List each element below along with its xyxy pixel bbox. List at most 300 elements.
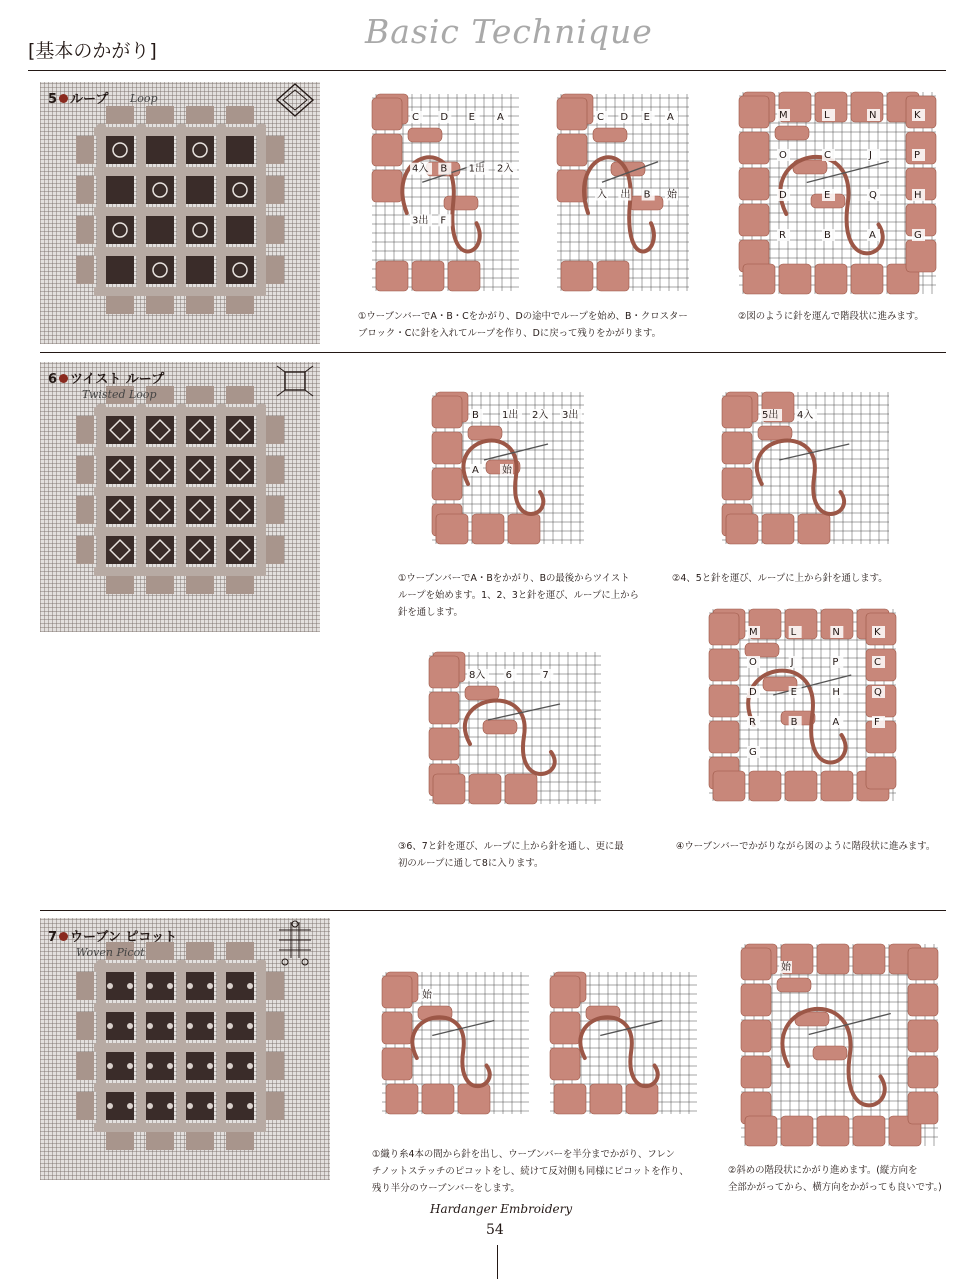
picot [207, 1023, 213, 1029]
section-7-title: 7 ウーブン ピコット [48, 930, 178, 945]
kloster-block [186, 106, 214, 124]
picot [107, 1063, 113, 1069]
kloster-block [106, 296, 134, 314]
diagram-label: N [832, 627, 840, 638]
diagram-label: A [832, 717, 840, 728]
section-6-title: 6 ツイスト ループ [48, 372, 165, 387]
diagram-label: A [497, 112, 504, 123]
kloster-block [76, 456, 94, 484]
picot [207, 1103, 213, 1109]
diagram-label: R [749, 717, 756, 728]
diagram-label: P [832, 657, 839, 668]
kloster-block [186, 386, 214, 404]
diagram-label: C [874, 657, 881, 668]
kloster-block [550, 1012, 580, 1044]
diagram-label: D [779, 190, 787, 201]
woven-bar [593, 128, 627, 142]
diagram-label: 4入 [412, 163, 429, 175]
diagram-label: 始 [781, 962, 791, 973]
kloster-block [508, 514, 540, 544]
twisted-loop-diagram-3 [425, 648, 605, 808]
woven-bar [94, 247, 266, 256]
woven-bar [408, 128, 442, 142]
diagram-label: Q [874, 687, 882, 698]
diagram-label: L [824, 110, 830, 121]
diagram-label: D [620, 112, 629, 123]
picot [127, 1103, 133, 1109]
kloster-block [266, 416, 284, 444]
kloster-block [472, 514, 504, 544]
diagram-label: 6 [505, 670, 513, 681]
kloster-block [906, 240, 936, 272]
kloster-block [739, 96, 769, 128]
kloster-block [908, 984, 938, 1016]
diagram-label: R [779, 230, 786, 241]
diagram-label: H [914, 190, 922, 201]
kloster-block [432, 468, 462, 500]
kloster-block [186, 576, 214, 594]
woven-bar [94, 1043, 266, 1052]
section-6-caption-3: ③6、7と針を運び、ループに上から針を通し、更に最 初のループに通して8に入ります。 [398, 841, 624, 869]
fabric-hole [226, 136, 254, 164]
book-title: Hardanger Embroidery [430, 1202, 573, 1216]
diagram-label: O [749, 657, 757, 668]
picot [227, 1023, 233, 1029]
kloster-block [186, 1132, 214, 1150]
fabric-hole [226, 256, 254, 284]
woven-bar [94, 207, 266, 216]
kloster-block [817, 1116, 849, 1146]
diagram-label: F [440, 215, 447, 227]
picot [247, 1023, 253, 1029]
kloster-block [412, 261, 444, 291]
kloster-block [853, 944, 885, 974]
picot [127, 983, 133, 989]
picot [207, 983, 213, 989]
kloster-block [76, 1092, 94, 1120]
thread-loop [412, 1017, 489, 1086]
kloster-block [739, 204, 769, 236]
kloster-block [266, 1092, 284, 1120]
kloster-block [908, 1020, 938, 1052]
diagram-label: K [874, 627, 881, 638]
woven-bar [483, 720, 517, 734]
picot [187, 1023, 193, 1029]
kloster-block [266, 1052, 284, 1080]
kloster-block [626, 1084, 658, 1114]
kloster-block [376, 261, 408, 291]
diagram-label: 始 [667, 189, 677, 201]
diagram-label: G [749, 747, 757, 758]
kloster-block [76, 176, 94, 204]
kloster-block [550, 976, 580, 1008]
diagram-label: D [440, 112, 449, 123]
picot [227, 1063, 233, 1069]
woven-picot-diagram-2 [546, 968, 701, 1118]
diagram-label: E [824, 190, 831, 201]
bullet-dot-icon [59, 932, 68, 941]
diagram-label: 8入 [469, 670, 486, 681]
kloster-block [76, 536, 94, 564]
kloster-block [785, 771, 817, 801]
diagram-label: K [914, 110, 921, 121]
kloster-block [76, 496, 94, 524]
diagram-label: A [667, 112, 674, 123]
kloster-block [266, 972, 284, 1000]
diagram-label: 1出 [468, 163, 486, 175]
woven-bar [94, 487, 266, 496]
woven-bar [813, 1046, 847, 1060]
woven-bar [465, 686, 499, 700]
diagram-label: C [824, 150, 831, 161]
section-6-title-text: ツイスト ループ [70, 372, 165, 387]
section-6-subtitle: Twisted Loop [82, 388, 157, 401]
fabric-hole [106, 256, 134, 284]
fabric-hole [186, 136, 214, 164]
kloster-block [726, 514, 758, 544]
diagram-label: J [869, 150, 872, 161]
section-5-subtitle: Loop [130, 92, 158, 105]
woven-picot-icon [275, 918, 315, 968]
diagram-label: N [869, 110, 877, 121]
picot [187, 983, 193, 989]
twisted-loop-sample-figure [40, 362, 320, 632]
picot [127, 1023, 133, 1029]
kloster-block [557, 98, 587, 130]
picot [127, 1063, 133, 1069]
diagram-label: 出 [620, 189, 631, 201]
section-5-title: 5 ループ [48, 92, 109, 107]
kloster-block [709, 721, 739, 753]
kloster-block [798, 514, 830, 544]
loop-diagram-1 [368, 90, 523, 295]
kloster-block [266, 256, 284, 284]
kloster-block [146, 1132, 174, 1150]
section-5-caption-2: ②図のように針を運んで階段状に進みます。 [738, 311, 924, 322]
woven-bar [468, 426, 502, 440]
kloster-block [561, 261, 593, 291]
kloster-block [458, 1084, 490, 1114]
header-rule [28, 70, 946, 71]
kloster-block [821, 771, 853, 801]
kloster-block [739, 132, 769, 164]
kloster-block [557, 134, 587, 166]
kloster-block [146, 576, 174, 594]
kloster-block [762, 514, 794, 544]
kloster-block [386, 1084, 418, 1114]
fabric-hole [146, 256, 174, 284]
diagram-label: B [643, 189, 651, 201]
diagram-label: B [790, 717, 798, 728]
woven-bar [94, 567, 266, 576]
fabric-hole [146, 216, 174, 244]
fabric-hole [106, 216, 134, 244]
kloster-block [741, 1020, 771, 1052]
diagram-label: A [472, 465, 479, 476]
fabric-hole [226, 176, 254, 204]
fabric-hole [146, 136, 174, 164]
picot [147, 983, 153, 989]
diagram-label: J [790, 657, 794, 668]
kloster-block [226, 106, 254, 124]
woven-bar [775, 126, 809, 140]
kloster-block [851, 264, 883, 294]
diagram-label: Q [869, 190, 877, 201]
picot [167, 1063, 173, 1069]
twisted-loop-sample-photo [40, 362, 320, 632]
kloster-block [226, 942, 254, 960]
woven-bar [217, 124, 226, 296]
kloster-block [749, 771, 781, 801]
kloster-block [505, 774, 537, 804]
diagram-label: B [472, 410, 479, 421]
diagram-label: M [749, 627, 758, 638]
kloster-block [266, 496, 284, 524]
woven-bar [777, 978, 811, 992]
kloster-block [469, 774, 501, 804]
kloster-block [853, 1116, 885, 1146]
kloster-block [76, 256, 94, 284]
section-rule-1 [40, 352, 946, 353]
picot [187, 1103, 193, 1109]
loop-diagram-2 [553, 90, 693, 295]
kloster-block [266, 456, 284, 484]
kloster-block [266, 1012, 284, 1040]
diagram-label: E [468, 112, 475, 123]
kloster-block [436, 514, 468, 544]
section-6-caption-2: ②4、5と針を運び、ループに上から針を通します。 [672, 573, 888, 584]
fabric-hole [106, 136, 134, 164]
kloster-block [709, 613, 739, 645]
kloster-block [722, 396, 752, 428]
page-number: 54 [486, 1222, 504, 1238]
woven-bar [758, 426, 792, 440]
fabric-hole [186, 176, 214, 204]
kloster-block [429, 728, 459, 760]
kloster-block [266, 536, 284, 564]
woven-bar [217, 960, 226, 1132]
kloster-block [226, 576, 254, 594]
kloster-block [432, 396, 462, 428]
diagram-label: E [790, 687, 797, 698]
twisted-loop-diagram-1 [428, 388, 588, 548]
kloster-block [590, 1084, 622, 1114]
kloster-block [722, 468, 752, 500]
twisted-loop-icon [275, 362, 315, 400]
diagram-label: 入 [597, 189, 607, 201]
kloster-block [372, 98, 402, 130]
woven-bar [257, 960, 266, 1132]
kloster-block [76, 1012, 94, 1040]
diagram-label: M [779, 110, 788, 121]
diagram-label: B [824, 230, 831, 241]
diagram-label: H [832, 687, 840, 698]
diamond-loop-icon [275, 82, 315, 118]
page-header-title: Basic Technique [365, 12, 653, 51]
kloster-block [817, 944, 849, 974]
kloster-block [709, 649, 739, 681]
kloster-block [186, 942, 214, 960]
diagram-label: F [874, 717, 880, 728]
kloster-block [76, 972, 94, 1000]
section-7-title-text: ウーブン ピコット [70, 930, 178, 945]
picot [207, 1063, 213, 1069]
woven-bar [257, 404, 266, 576]
kloster-block [866, 757, 896, 789]
kloster-block [76, 416, 94, 444]
thread-loop [580, 1017, 657, 1086]
woven-bar [94, 1123, 266, 1132]
picot [227, 1103, 233, 1109]
diagram-label: D [749, 687, 757, 698]
woven-bar [444, 196, 478, 210]
kloster-block [186, 296, 214, 314]
diagram-label: 5出 [762, 410, 779, 421]
section-7-subtitle: Woven Picot [76, 946, 145, 959]
kloster-block [741, 948, 771, 980]
picot [227, 983, 233, 989]
woven-picot-diagram-1 [378, 968, 533, 1118]
twisted-loop-diagram-4 [705, 605, 900, 805]
kloster-block [382, 1012, 412, 1044]
picot [247, 1103, 253, 1109]
diagram-label: G [914, 230, 922, 241]
diagram-label: 2入 [532, 410, 549, 421]
footer-divider [497, 1245, 498, 1279]
kloster-block [372, 134, 402, 166]
picot [147, 1063, 153, 1069]
diagram-label: 3出 [562, 410, 579, 421]
picot [147, 1023, 153, 1029]
kloster-block [908, 948, 938, 980]
diagram-label: L [790, 627, 797, 638]
kloster-block [713, 771, 745, 801]
kloster-block [226, 296, 254, 314]
kloster-block [266, 136, 284, 164]
loop-sample-figure [40, 82, 320, 344]
woven-bar [217, 404, 226, 576]
twisted-loop-diagram-2 [718, 388, 893, 548]
section-7-caption-1: ①織り糸4本の間から針を出し、ウーブンバーを半分までかがり、フレン チノットステッチのピコットをし、続けて反対側も同様にピコットを作り、 残り半分のウーブンバーをします。 [372, 1149, 689, 1194]
diagram-label: B [440, 163, 448, 175]
kloster-block [908, 1092, 938, 1124]
picot [247, 1063, 253, 1069]
kloster-block [597, 261, 629, 291]
kloster-block [146, 106, 174, 124]
diagram-label: C [412, 112, 419, 123]
fabric-hole [186, 256, 214, 284]
kloster-block [422, 1084, 454, 1114]
diagram-label: 2入 [497, 163, 514, 175]
kloster-block [722, 432, 752, 464]
kloster-block [745, 1116, 777, 1146]
kloster-block [76, 136, 94, 164]
kloster-block [815, 264, 847, 294]
loop-diagram-3 [735, 88, 940, 298]
section-rule-2 [40, 910, 946, 911]
section-6-caption-1: ①ウーブンバーでA・Bをかがり、Bの最後からツイスト ループを始めます。1、2、3と針を運び、ループに上から 針を通します。 [398, 573, 639, 618]
kloster-block [106, 106, 134, 124]
woven-bar [94, 527, 266, 536]
kloster-block [146, 296, 174, 314]
kloster-block [709, 685, 739, 717]
diagram-label: C [597, 112, 604, 123]
kloster-block [432, 432, 462, 464]
loop-sample-photo [40, 82, 320, 344]
kloster-block [448, 261, 480, 291]
diagram-label: 1出 [502, 410, 519, 421]
kloster-block [382, 1048, 412, 1080]
woven-bar [94, 287, 266, 296]
diagram-label: E [643, 112, 650, 123]
woven-bar [745, 643, 779, 657]
diagram-label: P [914, 150, 921, 161]
fabric-hole [106, 176, 134, 204]
section-7-caption-2: ②斜めの階段状にかがり進めます。(縦方向を 全部かがってから、横方向をかがっても良いです。) [728, 1165, 942, 1193]
picot [167, 1103, 173, 1109]
section-5-title-text: ループ [70, 92, 109, 107]
kloster-block [266, 176, 284, 204]
bullet-dot-icon [59, 374, 68, 383]
section-5-caption-1: ①ウーブンバーでA・B・Cをかがり、Dの途中でループを始め、B・クロスター ブロック・Cに針を入れてループを作り、Dに戻って残りをかがります。 [358, 311, 688, 339]
fabric-hole [226, 216, 254, 244]
diagram-label: 3出 [412, 215, 429, 227]
kloster-block [429, 656, 459, 688]
kloster-block [76, 216, 94, 244]
kloster-block [106, 1132, 134, 1150]
kloster-block [554, 1084, 586, 1114]
kloster-block [106, 576, 134, 594]
picot [107, 983, 113, 989]
picot [187, 1063, 193, 1069]
fabric-hole [146, 176, 174, 204]
kloster-block [779, 264, 811, 294]
woven-picot-diagram-3 [737, 940, 942, 1150]
kloster-block [429, 692, 459, 724]
picot [167, 983, 173, 989]
diagram-label: 始 [502, 465, 512, 476]
diagram-label: A [869, 230, 876, 241]
kloster-block [76, 1052, 94, 1080]
kloster-block [382, 976, 412, 1008]
diagram-label: 4入 [797, 410, 814, 421]
picot [167, 1023, 173, 1029]
diagram-label: O [779, 150, 787, 161]
chapter-label: [基本のかがり] [28, 40, 157, 62]
kloster-block [739, 168, 769, 200]
kloster-block [266, 216, 284, 244]
kloster-block [226, 386, 254, 404]
kloster-block [741, 984, 771, 1016]
picot [107, 1023, 113, 1029]
woven-bar [94, 1083, 266, 1092]
kloster-block [743, 264, 775, 294]
section-6-caption-4: ④ウーブンバーでかがりながら図のように階段状に進みます。 [676, 841, 936, 852]
diagram-label: 始 [422, 990, 432, 1001]
picot [247, 983, 253, 989]
kloster-block [550, 1048, 580, 1080]
diagram-label: 7 [542, 670, 549, 681]
kloster-block [226, 1132, 254, 1150]
bullet-dot-icon [59, 94, 68, 103]
picot [147, 1103, 153, 1109]
kloster-block [433, 774, 465, 804]
kloster-block [781, 1116, 813, 1146]
kloster-block [741, 1056, 771, 1088]
kloster-block [908, 1056, 938, 1088]
picot [107, 1103, 113, 1109]
fabric-hole [186, 216, 214, 244]
